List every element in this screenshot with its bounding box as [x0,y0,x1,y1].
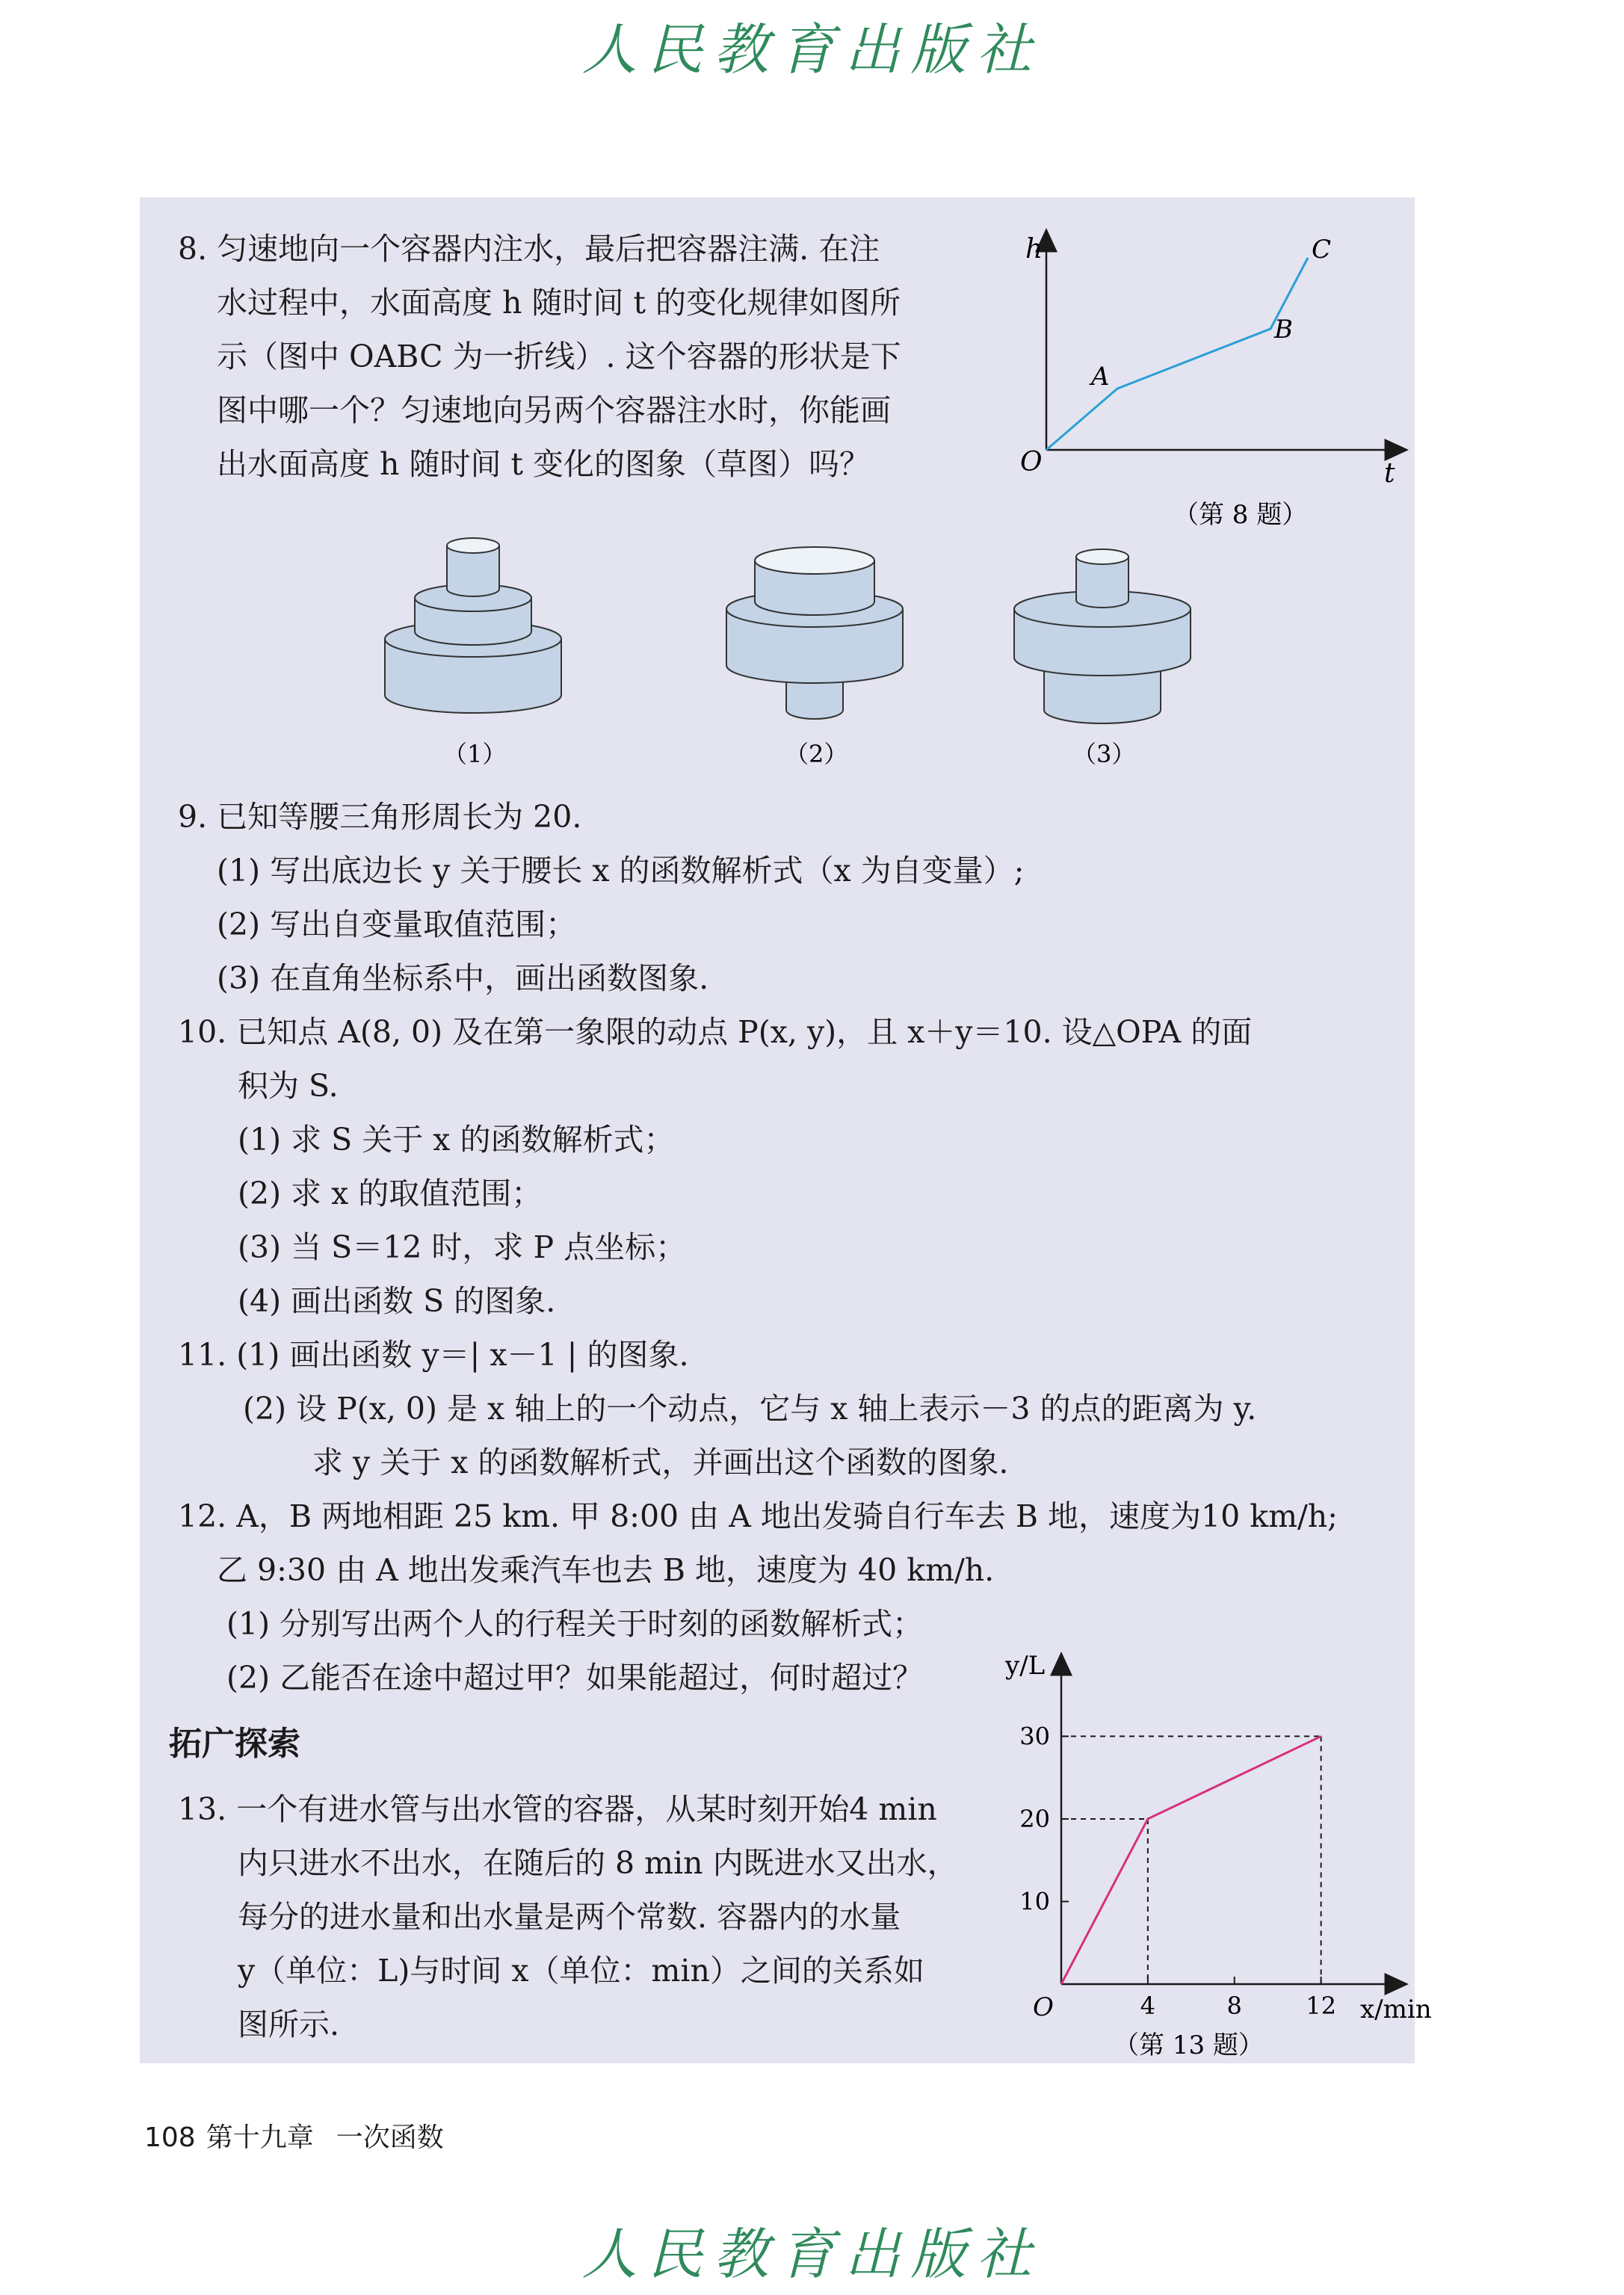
container-1 [385,538,561,713]
q12-line: 12. A，B 两地相距 25 km. 甲 8:00 由 A 地出发骑自行车去 B 地，速度为10 km/h; [178,1498,1338,1534]
q11-line: 求 y 关于 x 的函数解析式，并画出这个函数的图象. [312,1445,1009,1480]
x-tick-label: 12 [1306,1992,1336,2020]
q13-line: y（单位：L)与时间 x（单位：min）之间的关系如 [238,1953,924,1989]
q13-line: 每分的进水量和出水量是两个常数. 容器内的水量 [238,1899,901,1935]
q11-line: 11. (1) 画出函数 y＝| x－1 | 的图象. [178,1337,689,1373]
publisher-logo-top: 人民教育出版社 [581,18,1043,82]
q9-item: (3) 在直角坐标系中，画出函数图象. [217,960,709,996]
q12-item: (2) 乙能否在途中超过甲？如果能超过，何时超过？ [226,1660,924,1696]
x-axis-label: x/min [1360,1995,1432,2024]
origin-label: O [1020,447,1043,478]
q8-line: 出水面高度 h 随时间 t 变化的图象（草图）吗？ [217,446,871,482]
data-series-line [1061,1736,1321,1984]
q13-line: 13. 一个有进水管与出水管的容器，从某时刻开始4 min [178,1791,937,1827]
q10-item: (4) 画出函数 S 的图象. [238,1283,556,1319]
q8-line: 水过程中，水面高度 h 随时间 t 的变化规律如图所 [217,285,901,321]
page-number: 108 [144,2122,196,2153]
q12-item: (1) 分别写出两个人的行程关于时刻的函数解析式； [226,1606,924,1642]
q9-item: (1) 写出底边长 y 关于腰长 x 的函数解析式（x 为自变量）; [217,853,1025,889]
publisher-logo-bottom: 人民教育出版社 [581,2223,1043,2287]
origin-label: O [1033,1992,1054,2022]
chart-caption: （第 13 题） [1114,2030,1264,2060]
point-a-label: A [1091,362,1110,392]
container-2-label: （2） [785,740,848,768]
q8-line: 示（图中 OABC 为一折线）. 这个容器的形状是下 [217,339,901,374]
q8-line: 8. 匀速地向一个容器内注水，最后把容器注满. 在注 [178,231,880,267]
container-3 [1014,549,1191,723]
q13-line: 内只进水不出水，在随后的 8 min 内既进水又出水， [238,1845,958,1881]
y-tick-label: 30 [1019,1722,1050,1751]
q10-item: (1) 求 S 关于 x 的函数解析式； [238,1122,675,1158]
y-tick-label: 20 [1019,1804,1050,1833]
q13-line: 图所示. [238,2007,340,2042]
q10-item: (2) 求 x 的取值范围； [238,1176,543,1211]
q8-caption: （第 8 题） [1173,500,1308,530]
q9-stem: 9. 已知等腰三角形周长为 20. [178,799,582,835]
y-tick-label: 10 [1019,1887,1050,1916]
q8-line: 图中哪一个？匀速地向另两个容器注水时，你能画 [217,392,891,428]
container-3-label: （3） [1072,740,1136,768]
q12-line: 乙 9:30 由 A 地出发乘汽车也去 B 地，速度为 40 km/h. [217,1552,995,1588]
point-b-label: B [1274,315,1293,345]
q13-chart [987,1599,1432,2063]
q10-stem: 积为 S. [238,1068,339,1104]
chapter-title: 一次函数 [336,2122,444,2153]
q10-stem: 10. 已知点 A(8, 0) 及在第一象限的动点 P(x, y)，且 x＋y＝10. 设△OPA 的面 [178,1014,1253,1050]
point-c-label: C [1312,235,1332,265]
t-axis-label: t [1384,458,1395,489]
x-tick-label: 8 [1226,1992,1242,2020]
q8-graph [994,217,1412,546]
q10-item: (3) 当 S＝12 时，求 P 点坐标； [238,1229,687,1265]
oabc-polyline [1046,258,1308,450]
chapter-label: 第十九章 [206,2122,314,2153]
q11-line: (2) 设 P(x, 0) 是 x 轴上的一个动点，它与 x 轴上表示－3 的点的距离为 y. [243,1391,1257,1427]
page-footer [144,2116,444,2155]
x-tick-label: 4 [1140,1992,1156,2020]
section-title: 拓广探索 [169,1725,300,1763]
q9-item: (2) 写出自变量取值范围； [217,906,577,942]
container-1-label: （1） [443,740,507,768]
container-figures [359,523,1218,770]
y-axis-label: y/L [1005,1651,1046,1681]
h-axis-label: h [1025,234,1043,265]
container-2 [726,547,903,719]
